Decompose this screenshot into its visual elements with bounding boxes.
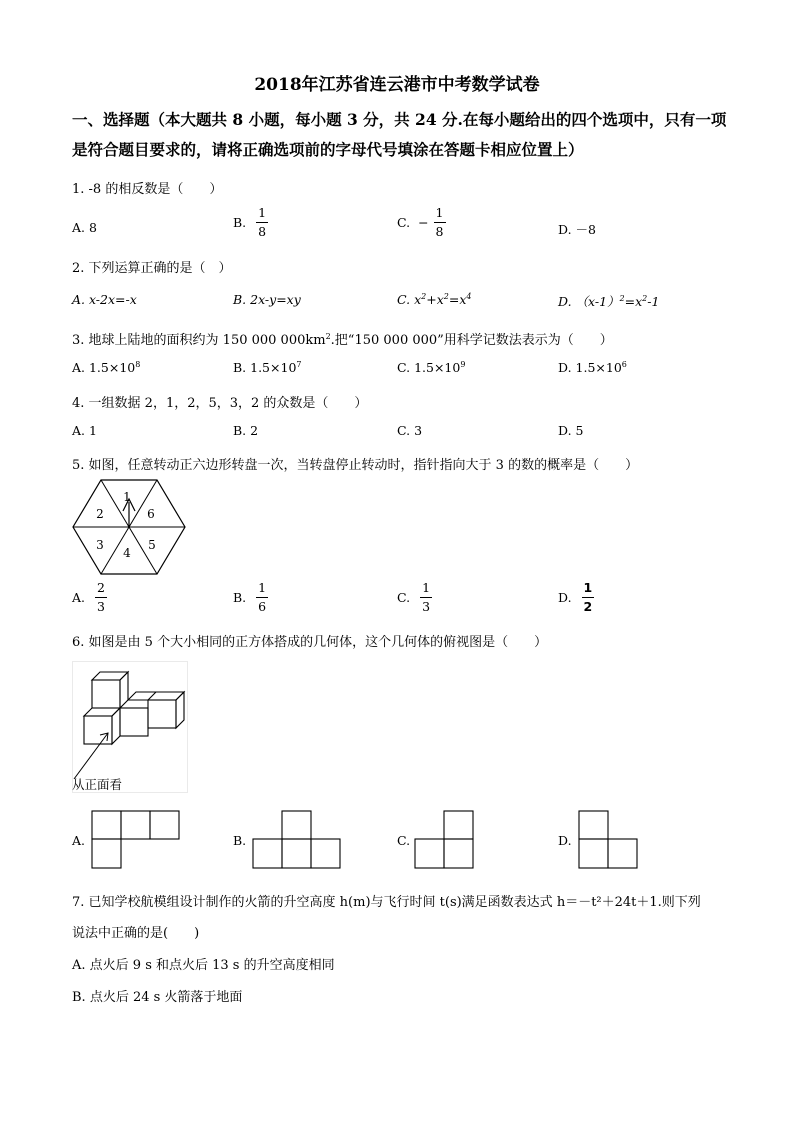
q5-stem: 5. 如图，任意转动正六边形转盘一次，当转盘停止转动时，指针指向大于 3 的数的概率是（ ） — [72, 458, 639, 473]
q2-c-part1: C. x — [397, 292, 422, 307]
q2-d-part1: D. （x-1） — [558, 294, 620, 309]
q1-option-d: D. －8 — [558, 222, 596, 237]
q3-b-exp: 7 — [296, 360, 302, 369]
q5-option-a-label: A. — [72, 590, 86, 605]
page-title: 2018年江苏省连云港市中考数学试卷 — [254, 75, 540, 95]
figure-frame — [73, 662, 188, 793]
view-direction-arrow-shaft — [74, 733, 108, 779]
q3-d-exp: 6 — [621, 360, 627, 369]
q5-option-c-fraction — [420, 582, 432, 613]
q3-b-text: B. 1.5×10 — [233, 360, 297, 375]
section-heading-line1: 一、选择题（本大题共 8 小题，每小题 3 分，共 24 分.在每小题给出的四个选项中，只有一项 — [72, 110, 727, 129]
q2-d-part2: =x — [624, 294, 643, 309]
q1-option-c-fraction — [434, 207, 446, 238]
sector-label-3: 3 — [96, 538, 104, 552]
q3-c-exp: 9 — [460, 360, 466, 369]
q6-option-d-label: D. — [558, 833, 572, 848]
q5-option-c-label: C. — [397, 590, 411, 605]
q2-option-b: B. 2x-y=xy — [233, 292, 301, 307]
q6-option-b-label: B. — [233, 833, 247, 848]
q4-option-d: D. 5 — [558, 423, 584, 438]
q1-b-numerator: 1 — [256, 207, 268, 223]
q5-option-d-fraction — [582, 582, 595, 613]
q4-option-b: B. 2 — [233, 423, 259, 438]
q3-stem — [72, 329, 613, 348]
sector-label-5: 5 — [148, 538, 156, 552]
cube-solid-figure — [72, 661, 188, 793]
q2-c-exp1: 2 — [421, 292, 427, 301]
q3-option-d — [558, 360, 627, 375]
q5-option-d-label: D. — [558, 590, 572, 605]
q1-stem: 1. -8 的相反数是（ ） — [72, 182, 223, 197]
q5-option-d — [558, 582, 594, 613]
q1-option-b-label: B. — [233, 215, 247, 230]
q5-option-c — [397, 582, 432, 613]
q6-option-b-figure — [252, 810, 342, 870]
q2-c-exp2: 2 — [443, 292, 449, 301]
q1-b-denominator: 8 — [258, 223, 267, 239]
q6-option-c-label: C. — [397, 833, 411, 848]
q2-c-part2: +x — [426, 292, 444, 307]
q5-option-b-label: B. — [233, 590, 247, 605]
q7-stem-line2: 说法中正确的是( ) — [72, 926, 200, 941]
q5-c-denominator: 3 — [422, 598, 431, 614]
q5-option-b — [233, 582, 268, 613]
q5-d-denominator: 2 — [583, 598, 593, 614]
q3-a-exp: 8 — [135, 360, 141, 369]
q5-option-a-fraction — [95, 582, 107, 613]
front-cube-side — [112, 708, 120, 744]
q7-stem-line1: 7. 已知学校航模组设计制作的火箭的升空高度 h(m)与飞行时间 t(s)满足函数表达式 h＝－t²＋24t＋1.则下列 — [72, 895, 701, 910]
q3-d-text: D. 1.5×10 — [558, 360, 622, 375]
q5-option-a — [72, 582, 107, 613]
q2-d-exp1: 2 — [619, 294, 625, 303]
q1-option-a: A. 8 — [72, 220, 97, 235]
q6-option-a-figure — [91, 810, 181, 870]
middle-cube-front — [120, 708, 148, 736]
q3-stem-exp: 2 — [325, 332, 331, 341]
sector-label-6: 6 — [147, 507, 155, 521]
q4-option-a: A. 1 — [72, 423, 97, 438]
hexagon-spinner-figure — [72, 478, 186, 576]
q4-stem: 4. 一组数据 2，1，2，5，3，2 的众数是（ ） — [72, 396, 368, 411]
q3-stem-part1: 3. 地球上陆地的面积约为 150 000 000km — [72, 333, 326, 348]
q2-d-exp2: 2 — [642, 294, 648, 303]
q7-option-a: A. 点火后 9 s 和点火后 13 s 的升空高度相同 — [72, 958, 335, 973]
q2-option-a: A. x-2x=-x — [72, 292, 137, 307]
right-cube-side — [176, 692, 184, 728]
middle-row-edge — [148, 692, 156, 700]
q1-option-c-sign: − — [418, 215, 429, 230]
top-cube-top — [92, 672, 128, 680]
q3-stem-part2: .把“150 000 000”用科学记数法表示为（ ） — [330, 333, 613, 348]
q4-option-c: C. 3 — [397, 423, 423, 438]
q2-d-part3: -1 — [647, 294, 660, 309]
q3-option-b — [233, 360, 302, 375]
q5-b-denominator: 6 — [258, 598, 267, 614]
q2-option-d — [558, 292, 659, 310]
q6-option-a-label: A. — [72, 833, 86, 848]
q7-option-b: B. 点火后 24 s 火箭落于地面 — [72, 990, 243, 1005]
middle-row-top — [128, 692, 184, 700]
top-cube-front — [92, 680, 120, 708]
right-cube-front — [148, 700, 176, 728]
q3-option-a — [72, 360, 140, 375]
q5-d-numerator: 1 — [582, 582, 595, 598]
q1-option-b-fraction — [256, 207, 268, 238]
front-cube-front — [84, 716, 112, 744]
q1-c-denominator: 8 — [435, 223, 444, 239]
q3-c-text: C. 1.5×10 — [397, 360, 461, 375]
front-cube-top — [84, 708, 120, 716]
q5-c-numerator: 1 — [420, 582, 432, 598]
q1-c-numerator: 1 — [434, 207, 446, 223]
q1-option-c — [397, 207, 446, 238]
q2-option-c: C. $x^2+x^2=x^4$ — [397, 292, 472, 307]
q6-option-c-figure — [414, 810, 476, 870]
q1-option-b — [233, 207, 268, 238]
sector-label-1: 1 — [123, 490, 131, 504]
q6-option-d-figure — [578, 810, 640, 870]
q5-option-b-fraction — [256, 582, 268, 613]
q2-c-part3: =x — [448, 292, 467, 307]
sector-label-2: 2 — [96, 507, 104, 521]
q5-a-denominator: 3 — [97, 598, 105, 614]
q5-b-numerator: 1 — [256, 582, 268, 598]
sector-label-4: 4 — [123, 546, 131, 560]
section-heading-line2: 是符合题目要求的，请将正确选项前的字母代号填涂在答题卡相应位置上） — [72, 140, 584, 159]
q6-figure-caption: 从正面看 — [72, 777, 123, 792]
top-cube-side — [120, 672, 128, 708]
q3-a-text: A. 1.5×10 — [72, 360, 136, 375]
q5-a-numerator: 2 — [95, 582, 107, 598]
q1-option-c-label: C. — [397, 215, 411, 230]
q6-stem: 6. 如图是由 5 个大小相同的正方体搭成的几何体，这个几何体的俯视图是（ ） — [72, 635, 548, 650]
q3-option-c — [397, 360, 465, 375]
q2-stem: 2. 下列运算正确的是（ ） — [72, 261, 232, 276]
